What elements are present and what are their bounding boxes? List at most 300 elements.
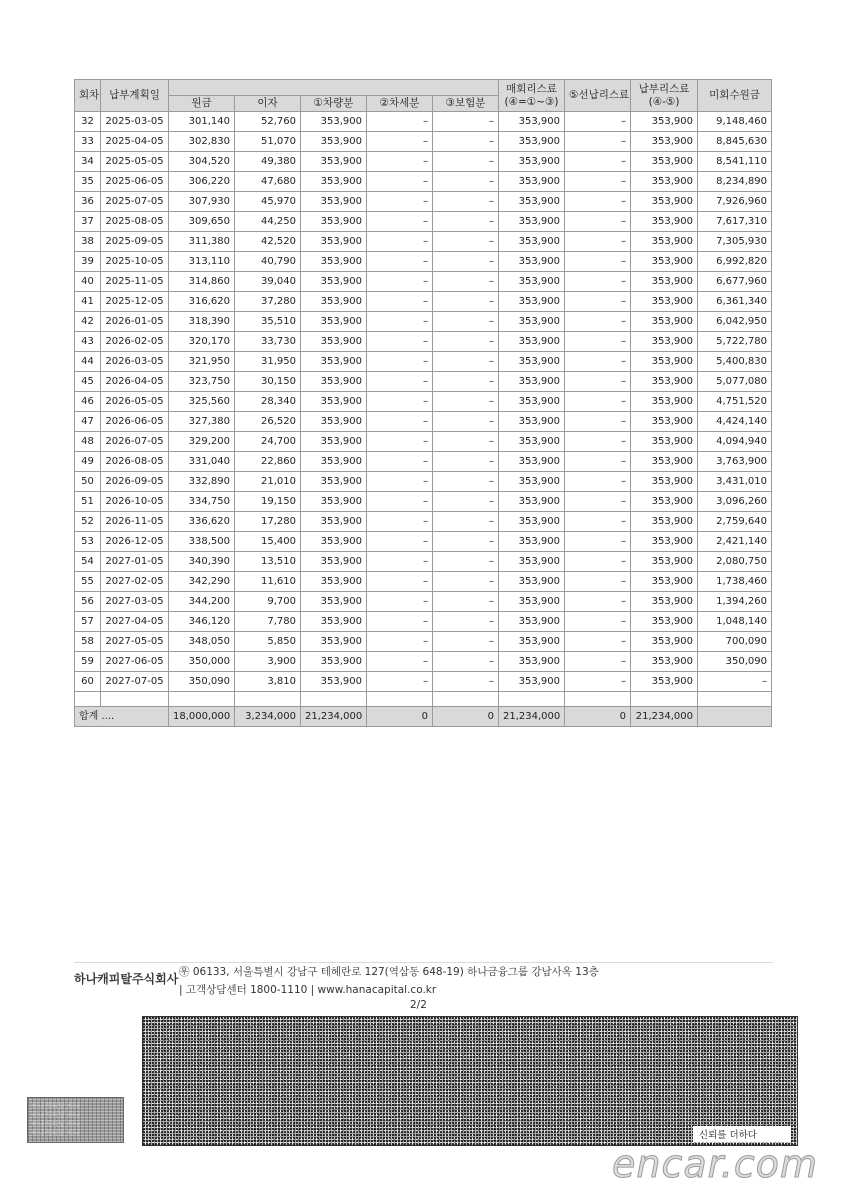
cell-principal: 320,170 [169,332,235,352]
empty-cell [101,692,169,707]
cell-installment-no: 48 [75,432,101,452]
cell-insurance-part: – [433,372,499,392]
cell-interest: 26,520 [235,412,301,432]
cell-installment-no: 51 [75,492,101,512]
security-stamp-image [27,1097,124,1143]
cell-insurance-part: – [433,672,499,692]
cell-interest: 13,510 [235,552,301,572]
table-row [75,412,772,432]
cell-insurance-part: – [433,352,499,372]
table-row [75,112,772,132]
cell-prepaid-lease: – [565,492,631,512]
cell-payment-date: 2025-06-05 [101,172,169,192]
cell-unrecovered-principal: 8,845,630 [698,132,772,152]
header-vehicle-part: ①차량분 [301,96,367,112]
cell-vehicle-part: 353,900 [301,312,367,332]
cell-installment-no: 36 [75,192,101,212]
cell-unrecovered-principal: 1,048,140 [698,612,772,632]
cell-payment-date: 2027-06-05 [101,652,169,672]
stamp-pattern-graphic [28,1098,123,1142]
tagline: 신뢰를 더하다 [693,1126,791,1142]
cell-paid-lease: 353,900 [631,652,698,672]
cell-monthly-lease: 353,900 [499,652,565,672]
header-prepaid-lease: ⑤선납리스료 [565,80,631,112]
cell-insurance-part: – [433,252,499,272]
cell-prepaid-lease: – [565,552,631,572]
cell-interest: 52,760 [235,112,301,132]
cell-vehicle-part: 353,900 [301,632,367,652]
cell-vehicle-part: 353,900 [301,592,367,612]
cell-interest: 35,510 [235,312,301,332]
cell-monthly-lease: 353,900 [499,352,565,372]
cell-payment-date: 2026-03-05 [101,352,169,372]
cell-principal: 323,750 [169,372,235,392]
cell-vehicle-tax-part: – [367,152,433,172]
cell-unrecovered-principal: 3,096,260 [698,492,772,512]
cell-insurance-part: – [433,392,499,412]
cell-vehicle-part: 353,900 [301,352,367,372]
cell-unrecovered-principal: 4,751,520 [698,392,772,412]
cell-installment-no: 43 [75,332,101,352]
cell-installment-no: 40 [75,272,101,292]
cell-installment-no: 59 [75,652,101,672]
cell-interest: 30,150 [235,372,301,392]
cell-paid-lease: 353,900 [631,592,698,612]
cell-unrecovered-principal: 5,077,080 [698,372,772,392]
cell-unrecovered-principal: 8,541,110 [698,152,772,172]
cell-prepaid-lease: – [565,272,631,292]
empty-row [75,692,772,707]
cell-interest: 47,680 [235,172,301,192]
cell-principal: 325,560 [169,392,235,412]
cell-monthly-lease: 353,900 [499,332,565,352]
header-interest: 이자 [235,96,301,112]
cell-unrecovered-principal: 2,759,640 [698,512,772,532]
cell-insurance-part: – [433,152,499,172]
company-name: 하나캐피탈주식회사 [74,972,179,986]
cell-paid-lease: 353,900 [631,392,698,412]
cell-unrecovered-principal: 5,400,830 [698,352,772,372]
svg-text:하나캐피탈 하나: 하나캐피탈 하나 [31,1111,81,1119]
table-row [75,152,772,172]
header-payment-date: 납부계획일 [101,80,169,112]
cell-principal: 348,050 [169,632,235,652]
cell-insurance-part: – [433,132,499,152]
cell-prepaid-lease: – [565,352,631,372]
cell-paid-lease: 353,900 [631,452,698,472]
cell-monthly-lease: 353,900 [499,492,565,512]
cell-paid-lease: 353,900 [631,312,698,332]
cell-vehicle-tax-part: – [367,432,433,452]
cell-prepaid-lease: – [565,332,631,352]
total-paid-lease: 21,234,000 [631,707,698,727]
cell-principal: 306,220 [169,172,235,192]
cell-vehicle-part: 353,900 [301,432,367,452]
cell-payment-date: 2026-02-05 [101,332,169,352]
cell-vehicle-tax-part: – [367,192,433,212]
cell-installment-no: 47 [75,412,101,432]
cell-payment-date: 2027-02-05 [101,572,169,592]
cell-vehicle-tax-part: – [367,472,433,492]
cell-payment-date: 2025-09-05 [101,232,169,252]
cell-monthly-lease: 353,900 [499,272,565,292]
cell-principal: 334,750 [169,492,235,512]
total-vehicle-part: 21,234,000 [301,707,367,727]
cell-vehicle-tax-part: – [367,592,433,612]
cell-prepaid-lease: – [565,392,631,412]
cell-interest: 5,850 [235,632,301,652]
cell-unrecovered-principal: – [698,672,772,692]
cell-insurance-part: – [433,212,499,232]
cell-vehicle-tax-part: – [367,512,433,532]
cell-unrecovered-principal: 2,080,750 [698,552,772,572]
table-row [75,432,772,452]
cell-vehicle-tax-part: – [367,132,433,152]
cell-monthly-lease: 353,900 [499,552,565,572]
header-monthly-lease-line1: 매회리스료 [506,82,557,95]
cell-prepaid-lease: – [565,672,631,692]
cell-vehicle-part: 353,900 [301,152,367,172]
cell-interest: 21,010 [235,472,301,492]
table-row [75,272,772,292]
cell-interest: 37,280 [235,292,301,312]
cell-paid-lease: 353,900 [631,352,698,372]
total-label: 합계 .... [75,707,169,727]
cell-vehicle-part: 353,900 [301,572,367,592]
cell-installment-no: 45 [75,372,101,392]
security-pattern-box [142,1016,798,1146]
cell-interest: 22,860 [235,452,301,472]
cell-paid-lease: 353,900 [631,412,698,432]
cell-vehicle-tax-part: – [367,492,433,512]
cell-installment-no: 56 [75,592,101,612]
cell-vehicle-part: 353,900 [301,532,367,552]
cell-payment-date: 2026-10-05 [101,492,169,512]
cell-payment-date: 2025-08-05 [101,212,169,232]
cell-paid-lease: 353,900 [631,572,698,592]
header-installment-no: 회차 [75,80,101,112]
cell-vehicle-part: 353,900 [301,132,367,152]
empty-cell [565,692,631,707]
cell-paid-lease: 353,900 [631,632,698,652]
cell-principal: 304,520 [169,152,235,172]
cell-principal: 313,110 [169,252,235,272]
cell-payment-date: 2026-07-05 [101,432,169,452]
header-monthly-lease-line2: (④=①~③) [504,95,559,108]
total-prepaid-lease: 0 [565,707,631,727]
cell-unrecovered-principal: 4,424,140 [698,412,772,432]
cell-payment-date: 2026-11-05 [101,512,169,532]
cell-insurance-part: – [433,272,499,292]
cell-installment-no: 32 [75,112,101,132]
cell-monthly-lease: 353,900 [499,432,565,452]
cell-payment-date: 2027-03-05 [101,592,169,612]
cell-monthly-lease: 353,900 [499,192,565,212]
cell-principal: 344,200 [169,592,235,612]
empty-cell [235,692,301,707]
cell-unrecovered-principal: 2,421,140 [698,532,772,552]
cell-monthly-lease: 353,900 [499,212,565,232]
cell-monthly-lease: 353,900 [499,472,565,492]
cell-payment-date: 2025-04-05 [101,132,169,152]
table-row [75,392,772,412]
cell-payment-date: 2026-08-05 [101,452,169,472]
cell-paid-lease: 353,900 [631,232,698,252]
cell-unrecovered-principal: 7,926,960 [698,192,772,212]
cell-interest: 19,150 [235,492,301,512]
table-row [75,552,772,572]
table-row [75,572,772,592]
cell-vehicle-tax-part: – [367,672,433,692]
total-interest: 3,234,000 [235,707,301,727]
cell-vehicle-tax-part: – [367,612,433,632]
cell-interest: 39,040 [235,272,301,292]
cell-prepaid-lease: – [565,532,631,552]
cell-paid-lease: 353,900 [631,272,698,292]
header-paid-lease-line2: (④-⑤) [648,95,680,108]
cell-installment-no: 34 [75,152,101,172]
cell-vehicle-tax-part: – [367,532,433,552]
cell-insurance-part: – [433,552,499,572]
cell-interest: 40,790 [235,252,301,272]
cell-payment-date: 2027-04-05 [101,612,169,632]
cell-insurance-part: – [433,172,499,192]
cell-prepaid-lease: – [565,372,631,392]
cell-insurance-part: – [433,292,499,312]
empty-cell [75,692,101,707]
cell-payment-date: 2027-01-05 [101,552,169,572]
cell-principal: 342,290 [169,572,235,592]
cell-prepaid-lease: – [565,452,631,472]
table-row [75,332,772,352]
header-vehicle-tax-part: ②차세분 [367,96,433,112]
cell-principal: 307,930 [169,192,235,212]
cell-insurance-part: – [433,632,499,652]
table-row [75,492,772,512]
cell-vehicle-tax-part: – [367,112,433,132]
cell-payment-date: 2025-07-05 [101,192,169,212]
cell-vehicle-part: 353,900 [301,652,367,672]
cell-paid-lease: 353,900 [631,672,698,692]
header-paid-lease-line1: 납부리스료 [638,82,690,95]
empty-cell [631,692,698,707]
cell-prepaid-lease: – [565,172,631,192]
total-principal: 18,000,000 [169,707,235,727]
empty-cell [169,692,235,707]
cell-insurance-part: – [433,492,499,512]
table-row [75,252,772,272]
cell-monthly-lease: 353,900 [499,372,565,392]
empty-cell [433,692,499,707]
cell-vehicle-part: 353,900 [301,392,367,412]
cell-unrecovered-principal: 3,431,010 [698,472,772,492]
cell-installment-no: 55 [75,572,101,592]
cell-unrecovered-principal: 8,234,890 [698,172,772,192]
cell-insurance-part: – [433,572,499,592]
cell-monthly-lease: 353,900 [499,292,565,312]
schedule-body [75,112,772,707]
cell-payment-date: 2025-11-05 [101,272,169,292]
cell-prepaid-lease: – [565,472,631,492]
cell-vehicle-part: 353,900 [301,412,367,432]
cell-principal: 327,380 [169,412,235,432]
table-row [75,132,772,152]
cell-interest: 24,700 [235,432,301,452]
cell-principal: 318,390 [169,312,235,332]
footer-divider [74,962,773,963]
cell-interest: 49,380 [235,152,301,172]
cell-unrecovered-principal: 350,090 [698,652,772,672]
cell-unrecovered-principal: 6,992,820 [698,252,772,272]
cell-vehicle-tax-part: – [367,272,433,292]
cell-vehicle-part: 353,900 [301,292,367,312]
header-principal: 원금 [169,96,235,112]
cell-payment-date: 2026-06-05 [101,412,169,432]
total-monthly-lease: 21,234,000 [499,707,565,727]
table-row [75,452,772,472]
cell-payment-date: 2026-05-05 [101,392,169,412]
cell-insurance-part: – [433,412,499,432]
cell-principal: 338,500 [169,532,235,552]
table-row [75,532,772,552]
cell-vehicle-part: 353,900 [301,112,367,132]
cell-interest: 15,400 [235,532,301,552]
cell-unrecovered-principal: 1,394,260 [698,592,772,612]
cell-interest: 28,340 [235,392,301,412]
cell-vehicle-tax-part: – [367,552,433,572]
cell-unrecovered-principal: 3,763,900 [698,452,772,472]
cell-interest: 3,900 [235,652,301,672]
cell-prepaid-lease: – [565,432,631,452]
cell-monthly-lease: 353,900 [499,112,565,132]
cell-unrecovered-principal: 7,617,310 [698,212,772,232]
cell-paid-lease: 353,900 [631,292,698,312]
cell-installment-no: 37 [75,212,101,232]
table-row [75,512,772,532]
cell-installment-no: 60 [75,672,101,692]
cell-installment-no: 57 [75,612,101,632]
cell-paid-lease: 353,900 [631,532,698,552]
cell-monthly-lease: 353,900 [499,312,565,332]
cell-paid-lease: 353,900 [631,552,698,572]
cell-unrecovered-principal: 6,677,960 [698,272,772,292]
encar-watermark: encar.com [612,1142,819,1186]
cell-principal: 329,200 [169,432,235,452]
cell-principal: 316,620 [169,292,235,312]
cell-principal: 336,620 [169,512,235,532]
cell-installment-no: 33 [75,132,101,152]
cell-insurance-part: – [433,332,499,352]
cell-payment-date: 2025-05-05 [101,152,169,172]
table-row [75,292,772,312]
cell-installment-no: 50 [75,472,101,492]
cell-principal: 340,390 [169,552,235,572]
cell-insurance-part: – [433,452,499,472]
cell-unrecovered-principal: 1,738,460 [698,572,772,592]
cell-vehicle-tax-part: – [367,652,433,672]
cell-installment-no: 38 [75,232,101,252]
cell-payment-date: 2026-09-05 [101,472,169,492]
cell-vehicle-tax-part: – [367,172,433,192]
cell-prepaid-lease: – [565,192,631,212]
cell-interest: 44,250 [235,212,301,232]
lease-schedule-table [74,79,772,727]
table-row [75,312,772,332]
empty-cell [301,692,367,707]
cell-unrecovered-principal: 6,361,340 [698,292,772,312]
cell-unrecovered-principal: 6,042,950 [698,312,772,332]
cell-vehicle-tax-part: – [367,332,433,352]
cell-installment-no: 39 [75,252,101,272]
cell-principal: 350,090 [169,672,235,692]
cell-vehicle-part: 353,900 [301,172,367,192]
cell-installment-no: 46 [75,392,101,412]
cell-prepaid-lease: – [565,312,631,332]
cell-prepaid-lease: – [565,292,631,312]
cell-insurance-part: – [433,532,499,552]
page-number: 2/2 [410,999,427,1011]
cell-monthly-lease: 353,900 [499,172,565,192]
cell-interest: 7,780 [235,612,301,632]
cell-paid-lease: 353,900 [631,512,698,532]
cell-unrecovered-principal: 4,094,940 [698,432,772,452]
cell-installment-no: 53 [75,532,101,552]
table-row [75,612,772,632]
table-row [75,652,772,672]
cell-vehicle-part: 353,900 [301,212,367,232]
cell-unrecovered-principal: 9,148,460 [698,112,772,132]
empty-cell [698,692,772,707]
total-vehicle-tax-part: 0 [367,707,433,727]
cell-prepaid-lease: – [565,612,631,632]
cell-paid-lease: 353,900 [631,172,698,192]
cell-interest: 31,950 [235,352,301,372]
table-row [75,192,772,212]
cell-insurance-part: – [433,192,499,212]
cell-monthly-lease: 353,900 [499,512,565,532]
cell-monthly-lease: 353,900 [499,632,565,652]
cell-paid-lease: 353,900 [631,192,698,212]
cell-prepaid-lease: – [565,252,631,272]
cell-interest: 9,700 [235,592,301,612]
cell-vehicle-part: 353,900 [301,192,367,212]
cell-installment-no: 42 [75,312,101,332]
cell-principal: 302,830 [169,132,235,152]
cell-payment-date: 2027-05-05 [101,632,169,652]
cell-paid-lease: 353,900 [631,472,698,492]
header-monthly-lease [499,80,565,112]
header-unrecovered-principal: 미회수원금 [698,80,772,112]
cell-prepaid-lease: – [565,512,631,532]
cell-principal: 346,120 [169,612,235,632]
cell-vehicle-part: 353,900 [301,512,367,532]
cell-vehicle-part: 353,900 [301,472,367,492]
cell-prepaid-lease: – [565,632,631,652]
cell-payment-date: 2026-12-05 [101,532,169,552]
cell-insurance-part: – [433,652,499,672]
cell-vehicle-tax-part: – [367,632,433,652]
cell-monthly-lease: 353,900 [499,532,565,552]
cell-interest: 42,520 [235,232,301,252]
cell-paid-lease: 353,900 [631,372,698,392]
cell-principal: 311,380 [169,232,235,252]
cell-installment-no: 58 [75,632,101,652]
cell-vehicle-tax-part: – [367,232,433,252]
cell-monthly-lease: 353,900 [499,392,565,412]
cell-monthly-lease: 353,900 [499,572,565,592]
cell-vehicle-tax-part: – [367,252,433,272]
cell-paid-lease: 353,900 [631,152,698,172]
